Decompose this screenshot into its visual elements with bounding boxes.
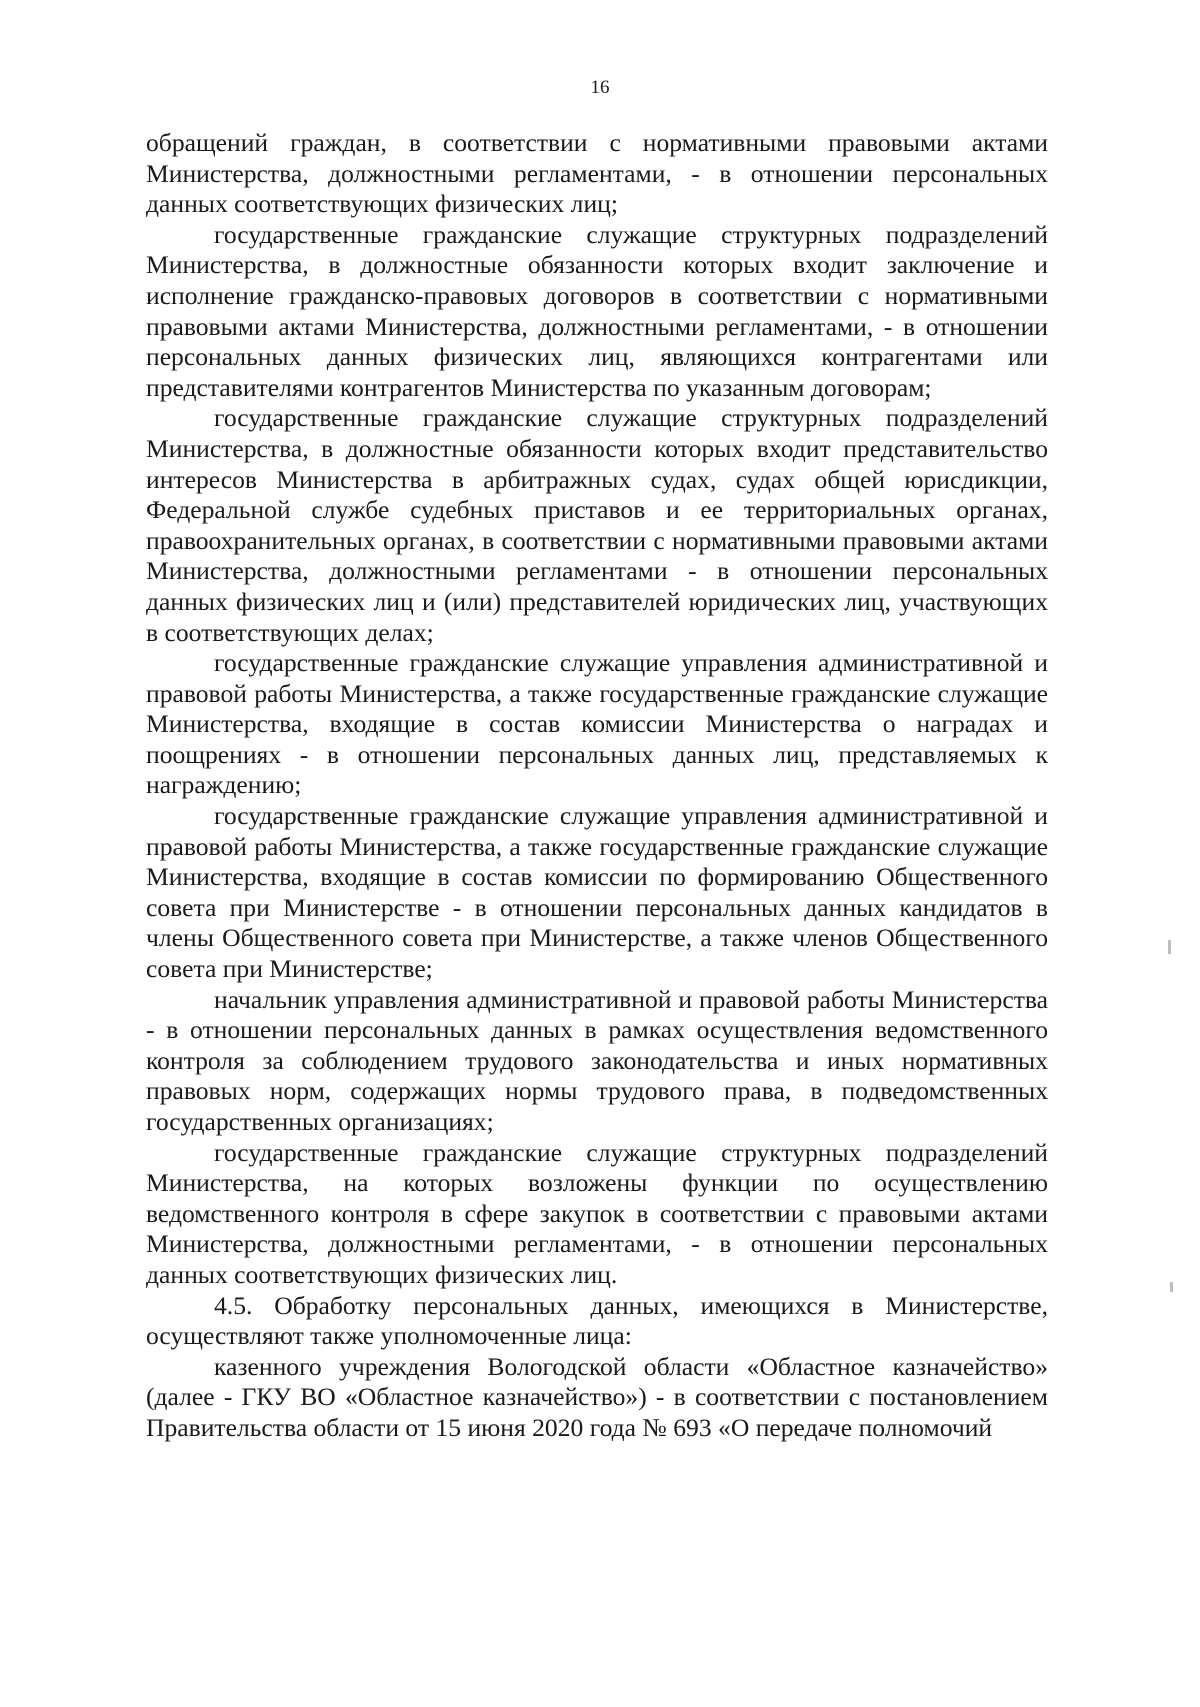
paragraph-awards-commission: государственные гражданские служащие управления административной и правовой работы Министерства, а также государственные гражданские служащие Министерства, входящие в состав комиссии Министерства о наградах и поощрениях - в отношении персональных данных лиц, представляемых к награждению; bbox=[146, 648, 1048, 800]
page-number: 16 bbox=[590, 77, 610, 98]
paragraph-treasury: казенного учреждения Вологодской области «Областное казначейство» (далее - ГКУ ВО «Областное казначейство») - в соответствии с постановлением Правительства области от 15 июня 2020 года № 693 «О передаче полномочий bbox=[146, 1351, 1048, 1442]
paragraph-section-4-5: 4.5. Обработку персональных данных, имеющихся в Министерстве, осуществляют также уполномоченные лица: bbox=[146, 1290, 1048, 1351]
paragraph-procurement-control: государственные гражданские служащие структурных подразделений Министерства, на которых возложены функции по осуществлению ведомственного контроля в сфере закупок в соответствии с правовыми актами Министерства, должностными регламентами, - в отношении персональных данных соответствующих физических лиц. bbox=[146, 1137, 1048, 1289]
paragraph-court-representation: государственные гражданские служащие структурных подразделений Министерства, в должностные обязанности которых входит представительство интересов Министерства в арбитражных судах, судах общей юрисдикции, Федеральной службе судебных приставов и ее территориальных органах, правоохранительных органах, в соответствии с нормативными правовыми актами Министерства, должностными регламентами - в отношении персональных данных физических лиц и (или) представителей юридических лиц, участвующих в соответствующих делах; bbox=[146, 403, 1048, 647]
paragraph-continuation: обращений граждан, в соответствии с нормативными правовыми актами Министерства, должностными регламентами, - в отношении персональных данных соответствующих физических лиц; bbox=[146, 128, 1048, 219]
document-body bbox=[146, 128, 1048, 1444]
scan-artifact-mark bbox=[1168, 940, 1171, 954]
scan-artifact-mark bbox=[1170, 1282, 1173, 1292]
paragraph-public-council: государственные гражданские служащие управления административной и правовой работы Министерства, а также государственные гражданские служащие Министерства, входящие в состав комиссии по формированию Общественного совета при Министерстве - в отношении персональных данных кандидатов в члены Общественного совета при Министерстве, а также членов Общественного совета при Министерстве; bbox=[146, 801, 1048, 984]
paragraph-labor-control: начальник управления административной и правовой работы Министерства - в отношении персональных данных в рамках осуществления ведомственного контроля за соблюдением трудового законодательства и иных нормативных правовых норм, содержащих нормы трудового права, в подведомственных государственных организациях; bbox=[146, 984, 1048, 1136]
paragraph-contracts: государственные гражданские служащие структурных подразделений Министерства, в должностные обязанности которых входит заключение и исполнение гражданско-правовых договоров в соответствии с нормативными правовыми актами Министерства, должностными регламентами, - в отношении персональных данных физических лиц, являющихся контрагентами или представителями контрагентов Министерства по указанным договорам; bbox=[146, 219, 1048, 402]
